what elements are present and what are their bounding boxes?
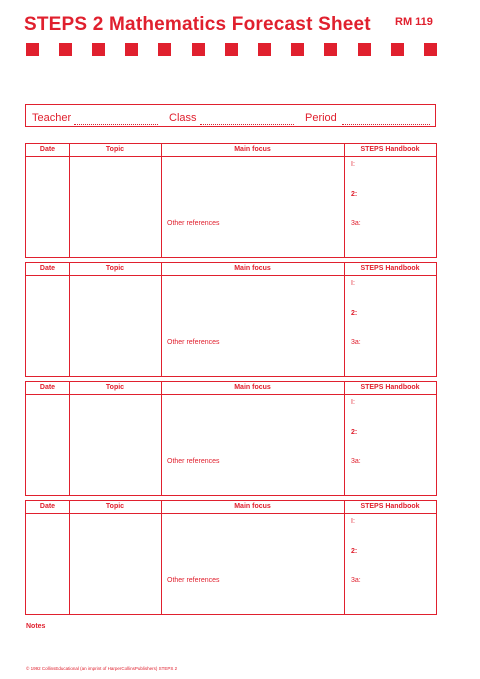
teacher-field[interactable] <box>74 124 158 125</box>
forecast-block <box>25 143 437 258</box>
red-square-icon <box>92 43 105 56</box>
topic-header: Topic <box>105 265 125 272</box>
handbook-ref-2: 2: <box>351 191 358 198</box>
header-row-divider <box>26 394 436 395</box>
red-square-icon <box>225 43 238 56</box>
forecast-block <box>25 500 437 615</box>
handbook-ref-1: I: <box>351 518 355 525</box>
handbook-ref-2: 2: <box>351 310 358 317</box>
copyright-footer: © 1992 CollinsEducational (an imprint of HarperCollinsPublishers) STEPS 2 <box>26 666 178 671</box>
date-header: Date <box>39 503 56 510</box>
header-row-divider <box>26 513 436 514</box>
red-square-icon <box>158 43 171 56</box>
column-divider <box>69 382 70 495</box>
teacher-class-period-box <box>25 104 436 127</box>
teacher-label: Teacher <box>32 112 72 124</box>
main-focus-header: Main focus <box>234 265 271 272</box>
steps-handbook-header: STEPS Handbook <box>360 265 420 272</box>
page-title: STEPS 2 Mathematics Forecast Sheet <box>24 14 371 35</box>
class-label: Class <box>169 112 197 124</box>
red-square-icon <box>258 43 271 56</box>
other-references-label: Other references <box>167 220 220 227</box>
other-references-label: Other references <box>167 577 220 584</box>
date-header: Date <box>39 265 56 272</box>
column-divider <box>161 144 162 257</box>
handbook-ref-1: I: <box>351 161 355 168</box>
handbook-ref-3a: 3a: <box>351 220 361 227</box>
column-divider <box>344 501 345 614</box>
main-focus-header: Main focus <box>234 146 271 153</box>
topic-header: Topic <box>105 146 125 153</box>
header-row-divider <box>26 156 436 157</box>
period-label: Period <box>305 112 337 124</box>
column-divider <box>344 382 345 495</box>
decorative-square-row <box>26 43 438 57</box>
red-square-icon <box>192 43 205 56</box>
handbook-ref-2: 2: <box>351 548 358 555</box>
red-square-icon <box>59 43 72 56</box>
column-divider <box>344 144 345 257</box>
column-divider <box>69 263 70 376</box>
date-header: Date <box>39 384 56 391</box>
handbook-ref-3a: 3a: <box>351 458 361 465</box>
date-header: Date <box>39 146 56 153</box>
red-square-icon <box>125 43 138 56</box>
column-divider <box>161 382 162 495</box>
forecast-block <box>25 262 437 377</box>
handbook-ref-3a: 3a: <box>351 577 361 584</box>
handbook-ref-3a: 3a: <box>351 339 361 346</box>
red-square-icon <box>358 43 371 56</box>
red-square-icon <box>291 43 304 56</box>
handbook-ref-2: 2: <box>351 429 358 436</box>
column-divider <box>344 263 345 376</box>
red-square-icon <box>324 43 337 56</box>
period-field[interactable] <box>342 124 430 125</box>
red-square-icon <box>391 43 404 56</box>
notes-label: Notes <box>26 623 46 630</box>
steps-handbook-header: STEPS Handbook <box>360 384 420 391</box>
red-square-icon <box>424 43 437 56</box>
handbook-ref-1: I: <box>351 280 355 287</box>
class-field[interactable] <box>200 124 294 125</box>
column-divider <box>161 501 162 614</box>
red-square-icon <box>26 43 39 56</box>
main-focus-header: Main focus <box>234 503 271 510</box>
forecast-block <box>25 381 437 496</box>
main-focus-header: Main focus <box>234 384 271 391</box>
other-references-label: Other references <box>167 339 220 346</box>
header-row-divider <box>26 275 436 276</box>
topic-header: Topic <box>105 384 125 391</box>
column-divider <box>69 144 70 257</box>
column-divider <box>161 263 162 376</box>
resource-code: RM 119 <box>395 16 433 28</box>
steps-handbook-header: STEPS Handbook <box>360 146 420 153</box>
topic-header: Topic <box>105 503 125 510</box>
column-divider <box>69 501 70 614</box>
handbook-ref-1: I: <box>351 399 355 406</box>
other-references-label: Other references <box>167 458 220 465</box>
steps-handbook-header: STEPS Handbook <box>360 503 420 510</box>
